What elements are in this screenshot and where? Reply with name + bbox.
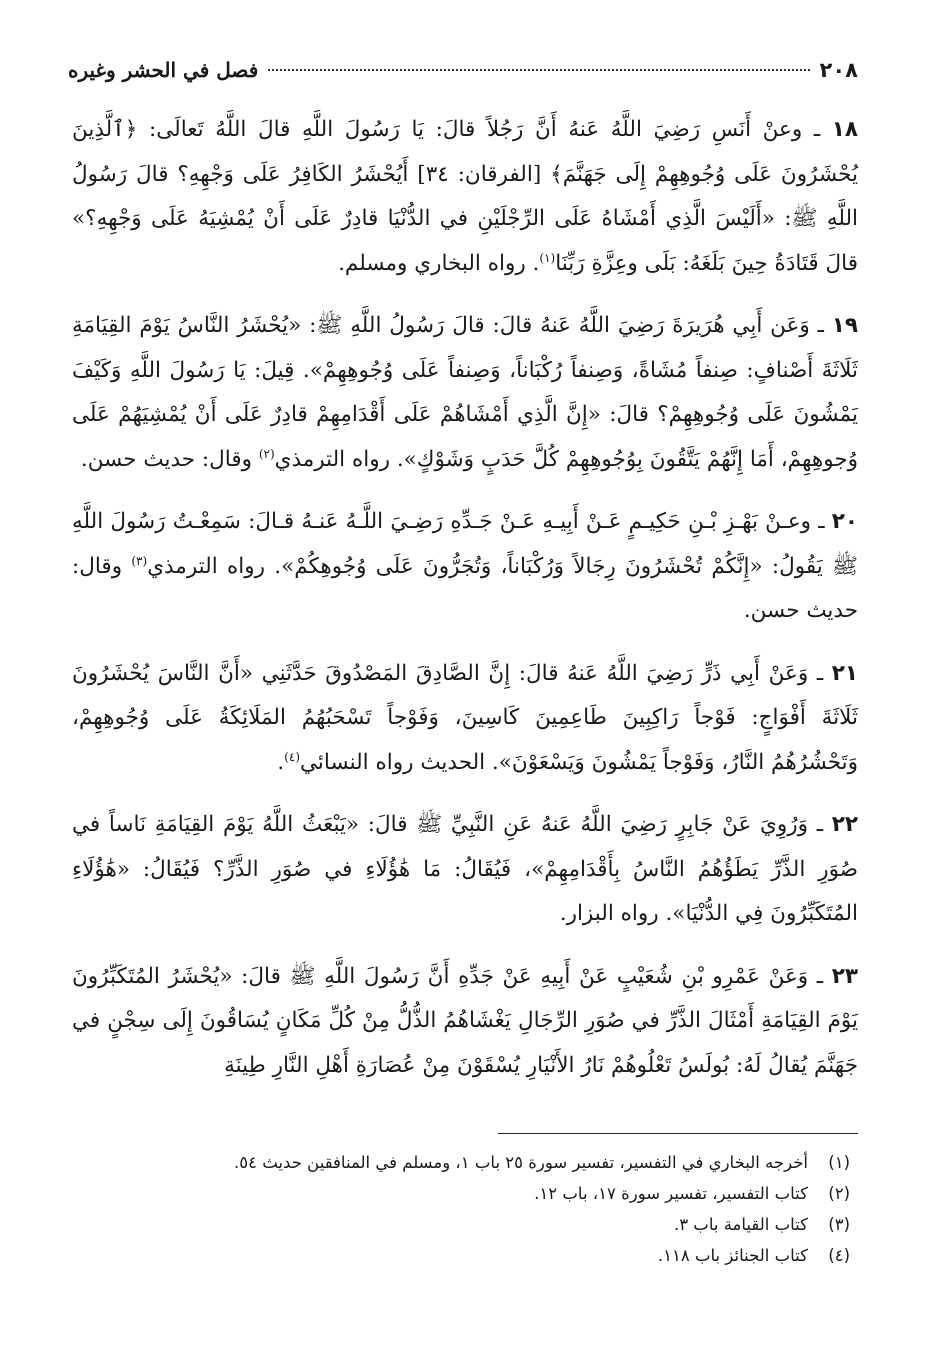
footnote — [72, 1147, 850, 1178]
footnote-number: (٢) — [828, 1184, 850, 1203]
footnote — [72, 1240, 850, 1271]
footnote-number: (١) — [828, 1153, 850, 1172]
hadith-number: ٢٢ — [831, 812, 858, 837]
hadith-paragraph-22 — [72, 803, 858, 937]
footnote-text: كتاب التفسير، تفسير سورة ١٧، باب ١٢. — [534, 1184, 808, 1203]
hadith-text: ـ وَرُوِيَ عَنْ جَابِرٍ رَضِيَ اللَّهُ عَنهُ عَنِ النَّبِيِّ ﷺ قالَ: «يَبْعَثُ اللَّهُ يَوْمَ القِيَامَةِ نَاساً في صُوَرِ الذَّرِّ يَطَؤُهُمُ النَّاسُ بِأَقْدَامِهِمْ»، فَيُقَالُ: مَا هَٰؤُلَاءِ في صُوَرِ الذَّرِّ؟ فَيُقَالُ: «هَٰؤُلَاءِ المُتَكَبِّرُونَ فِي الدُّنْيَا». رواه البزار. — [72, 812, 858, 926]
footnote-ref: (٤) — [284, 749, 300, 764]
hadith-source: وقال: حديث حسن. — [80, 446, 259, 472]
hadith-text: ـ وعـنْ بَهْـزِ بْـنِ حَكِيـمٍ عَـنْ أَبِيـهِ عَـنْ جَـدِّهِ رَضِـيَ اللَّـهُ عَنـهُ قـالَ: سَمِعْـتُ رَسُولَ اللَّهِ ﷺ يَقُولُ: «إِنَّكُمْ تُحْشَرُونَ رِجَالاً وَرُكْبَاناً، وَتُجَرُّونَ عَلَى وُجُوهِكُمْ». رواه الترمذي — [72, 509, 858, 579]
footnote-ref: (١) — [539, 250, 556, 265]
hadith-number: ٢١ — [831, 660, 858, 686]
hadith-paragraph-18 — [72, 108, 858, 286]
footnote-text: أخرجه البخاري في التفسير، تفسير سورة ٢٥ باب ١، ومسلم في المنافقين حديث ٥٤. — [234, 1153, 808, 1172]
page-header — [68, 58, 858, 92]
footnotes — [72, 1147, 850, 1271]
hadith-text: ـ وَعَن أَبِي هُرَيرَةَ رَضِيَ اللَّهُ عَنهُ قالَ: قالَ رَسُولُ اللَّهِ ﷺ: «يُحْشَرُ النَّاسُ يَوْمَ القِيَامَةِ ثَلَاثَةَ أَصْنافٍ: صِنفاً مُشَاةً، وَصِنفاً رُكْبَاناً، وَصِنفاً عَلَى وُجُوهِهِمْ». قِيلَ: يَا رَسُولَ اللَّهِ وَكَيْفَ يَمْشُونَ عَلَى وُجُوهِهِمْ؟ قالَ: «إِنَّ الَّذِي أَمْشَاهُمْ عَلَى أَقْدَامِهِمْ قادِرٌ عَلَى أَنْ يُمْشِيَهُمْ عَلَى وُجوهِهِمْ، أَمَا إِنَّهُمْ يَتَّقُونَ بِوُجُوهِهِمْ كُلَّ حَدَبٍ وَشَوْكٍ». رواه الترمذي — [72, 313, 858, 472]
page-number: ٢٠٨ — [819, 58, 858, 82]
main-text — [72, 108, 858, 1106]
hadith-paragraph-19 — [72, 304, 858, 482]
footnote-ref: (٣) — [131, 553, 148, 568]
hadith-text: ـ وَعَنْ أَبِي ذَرٍّ رَضِيَ اللَّهُ عَنهُ قالَ: إِنَّ الصَّادِقَ المَصْدُوقَ حَدَّثَنِي «أَنَّ النَّاسَ يُحْشَرُونَ ثَلَاثَةَ أَفْوَاجٍ: فَوْجاً رَاكِبِينَ طَاعِمِينَ كَاسِينَ، وَفَوْجاً تَسْحَبُهُمُ المَلَائِكَةُ عَلَى وُجُوهِهِمْ، وَتَحْشُرُهُمُ النَّارُ، وَفَوْجاً يَمْشُونَ وَيَسْعَوْنَ». الحديث رواه النسائي — [72, 660, 858, 775]
hadith-paragraph-20 — [72, 500, 858, 634]
footnote-text: كتاب القيامة باب ٣. — [673, 1215, 808, 1234]
hadith-number: ١٩ — [831, 313, 858, 338]
hadith-number: ٢٠ — [831, 509, 858, 534]
hadith-source: وقال: حديث حسن. — [72, 553, 858, 623]
footnote-text: كتاب الجنائز باب ١١٨. — [657, 1246, 808, 1265]
footnote-ref: (٢) — [258, 446, 275, 461]
hadith-source: . — [277, 749, 285, 775]
footnote — [72, 1209, 850, 1240]
footnote — [72, 1178, 850, 1209]
hadith-source: . رواه البخاري ومسلم. — [338, 250, 540, 276]
header-dotted-leader — [268, 69, 809, 71]
hadith-paragraph-21 — [72, 652, 858, 786]
hadith-text: ـ وعنْ أَنَسِ رَضِيَ اللَّهُ عَنهُ أَنَّ رَجُلاً قالَ: يَا رَسُولَ اللَّهِ قالَ اللَّهُ تَعالَى: ﴿ٱلَّذِينَ يُحْشَرُونَ عَلَى وُجُوهِهِمْ إِلَى جَهَنَّمَ﴾ [الفرقان: ٣٤] أَيُحْشَرُ الكَافِرُ عَلَى وَجْهِهِ؟ قالَ رَسُولُ اللَّهِ ﷺ: «أَلَيْسَ الَّذِي أَمْشَاهُ عَلَى الرِّجْلَيْنِ في الدُّنْيَا قادِرٌ عَلَى أَنْ يُمْشِيَهُ عَلَى وَجْهِهِ؟» قالَ قَتَادَةُ حِينَ بَلَغَهُ: بَلَى وعِزَّةِ رَبِّنَا — [72, 117, 858, 276]
footnote-separator — [498, 1133, 858, 1134]
footnote-number: (٣) — [828, 1215, 850, 1234]
chapter-title: فصل في الحشر وغيره — [68, 58, 259, 82]
footnote-number: (٤) — [828, 1246, 850, 1265]
hadith-paragraph-23 — [72, 955, 858, 1089]
hadith-text: ـ وَعَنْ عَمْرِو بْنِ شُعَيْبٍ عَنْ أَبِيهِ عَنْ جَدِّهِ أَنَّ رَسُولَ اللَّهِ ﷺ قالَ: «يُحْشَرُ المُتَكَبِّرُونَ يَوْمَ القِيَامَةِ أَمْثَالَ الذَّرِّ في صُوَرِ الرِّجَالِ يَغْشَاهُمُ الذُّلُّ مِنْ كُلِّ مَكَانٍ يُسَاقُونَ إِلَى سِجْنٍ في جَهَنَّمَ يُقالُ لَهُ: بُولَسُ تَعْلُوهُمْ نَارُ الأَنْيَارِ يُسْقَوْنَ مِنْ عُصَارَةِ أَهْلِ النَّارِ طِينَةِ — [72, 963, 858, 1078]
hadith-number: ١٨ — [831, 117, 858, 142]
hadith-number: ٢٣ — [831, 963, 858, 989]
